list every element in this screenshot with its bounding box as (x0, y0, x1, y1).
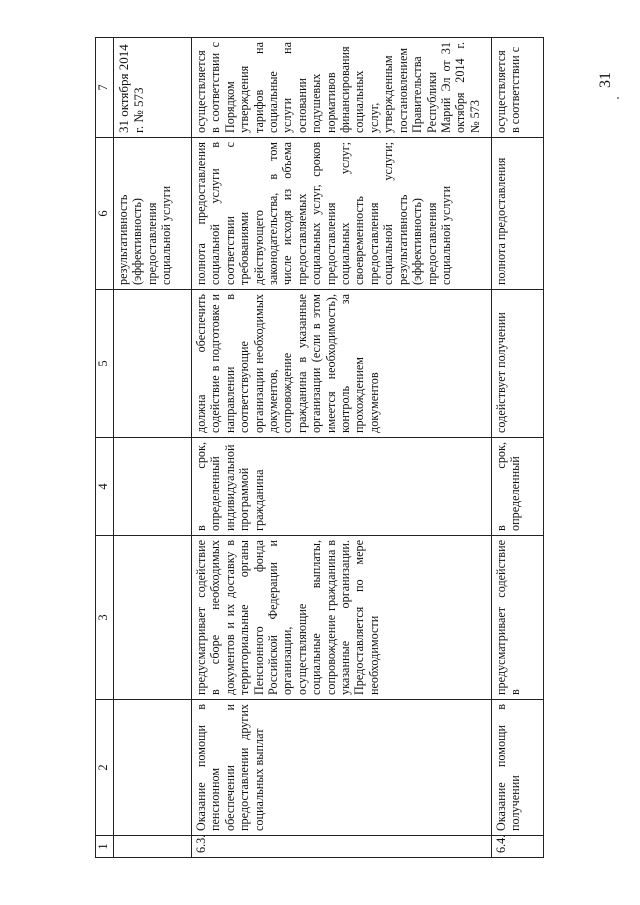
column-header: 7 (96, 38, 114, 138)
table-row (492, 38, 544, 858)
page-number: 31 (597, 72, 614, 88)
table-cell: содействует получении (492, 290, 544, 438)
header-row (96, 38, 114, 858)
table-cell: 31 октября 2014 г. № 573 (114, 38, 192, 138)
table-row (192, 38, 492, 858)
table-cell: полнота предоставления социальной услуги в соответствии с требованиями действующего законодательства, в том числе исходя из объема предоставляемых социальных услуг, сроков предоставления социальных услуг; своевременность предоставления социальной услуги; результативность (эффективность) предоставления социальной услуги (192, 138, 492, 290)
table-cell: 6.4. (492, 836, 544, 858)
table-cell: 6.3. (192, 836, 492, 858)
table-cell: предусматривает содействие в сборе необходимых документов и их доставку в территориальные органы Пенсионного фонда Российской Федерации и организации, осуществляющие социальные выплаты, сопровождение гражданина в указанные организации. Предоставляется по мере необходимости (192, 536, 492, 700)
table-cell: осуществляется в соответствии с (492, 38, 544, 138)
table-cell: Оказание помощи в пенсионном обеспечении и предоставлении других социальных выплат (192, 700, 492, 836)
column-header: 1 (96, 836, 114, 858)
column-header: 6 (96, 138, 114, 290)
services-table (95, 37, 544, 858)
column-header: 4 (96, 438, 114, 536)
column-header: 3 (96, 536, 114, 700)
table-cell (114, 536, 192, 700)
table-cell (114, 290, 192, 438)
table-row (114, 38, 192, 858)
scan-artifact-dot (617, 97, 619, 99)
table-cell: должна обеспечить содействие в подготовке и направлении в соответствующие организации необходимых документов, сопровождение гражданина в указанные организации (если в этом имеется необходимость), контроль за прохождением документов (192, 290, 492, 438)
rotated-table-container (95, 38, 555, 858)
table-cell: полнота предоставления (492, 138, 544, 290)
table-cell: Оказание помощи в получении (492, 700, 544, 836)
column-header: 5 (96, 290, 114, 438)
table-cell: в срок, определенный индивидуальной программой гражданина (192, 438, 492, 536)
table-cell (114, 836, 192, 858)
table-cell (114, 438, 192, 536)
table-cell: осуществляется в соответствии с Порядком утверждения тарифов на социальные услуги на основании подушевых нормативов финансирования социальных услуг, утвержденным постановлением Правительства Республики Марий Эл от 31 октября 2014 г. № 573 (192, 38, 492, 138)
table-cell: в срок, определенный (492, 438, 544, 536)
column-header: 2 (96, 700, 114, 836)
table-cell: результативность (эффективность) предоставления социальной услуги (114, 138, 192, 290)
table-cell: предусматривает содействие в (492, 536, 544, 700)
table-cell (114, 700, 192, 836)
